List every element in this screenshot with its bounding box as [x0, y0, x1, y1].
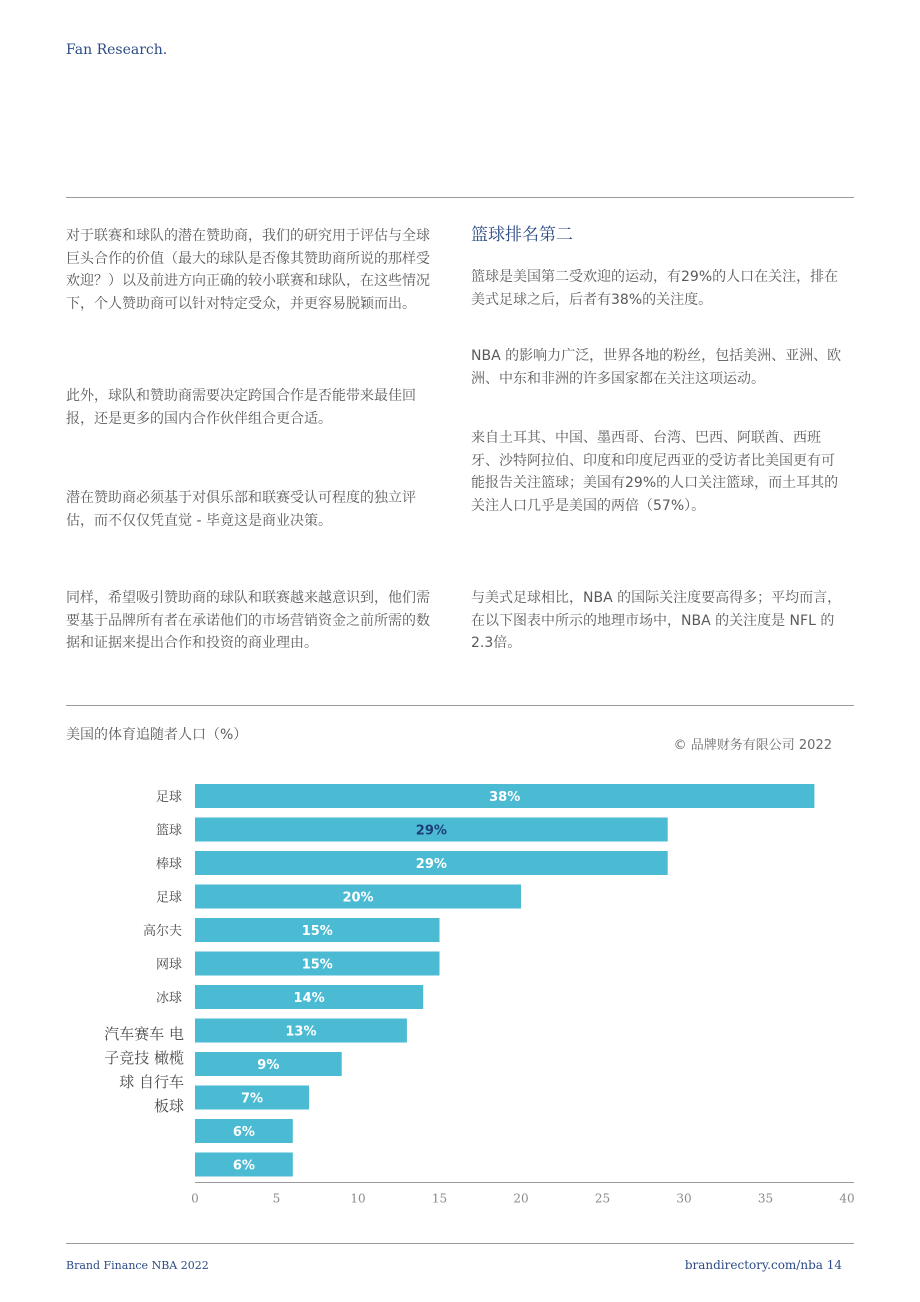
category-label-1: 足球 — [155, 790, 182, 805]
chart-divider — [66, 705, 854, 706]
x-tick-label-5: 20 — [513, 1191, 529, 1206]
bar-value-label-6: 15% — [301, 957, 333, 973]
category-label-5: 高尔夫 — [142, 924, 182, 939]
right-paragraph-2: NBA 的影响力广泛，世界各地的粉丝，包括美洲、亚洲、欧洲、中东和非洲的许多国家都在关注这项运动。 — [471, 348, 842, 387]
left-paragraph-2: 此外，球队和赞助商需要决定跨国合作是否能带来最佳回报，还是更多的国内合作伙伴组合更合适。 — [66, 388, 416, 427]
bar-value-label-5: 15% — [301, 924, 333, 939]
category-label-6: 网球 — [155, 957, 182, 973]
category-label-2: 篮球 — [155, 823, 182, 839]
category-label-3: 棒球 — [155, 857, 182, 872]
bottom-divider — [66, 1243, 854, 1244]
x-tick-label-4: 15 — [431, 1191, 448, 1206]
right-paragraph-1: 篮球是美国第二受欢迎的运动，有29%的人口在关注，排在美式足球之后，后者有38%的关注度。 — [471, 269, 839, 308]
bar-chart — [0, 770, 920, 1210]
page-header-title: Fan Research. — [66, 42, 168, 58]
category-label-4: 足球 — [155, 890, 182, 906]
x-tick-label-9: 40 — [839, 1191, 855, 1206]
x-tick-label-6: 25 — [594, 1191, 611, 1206]
right-paragraph-4: 与美式足球相比，NBA 的国际关注度要高得多；平均而言，在以下图表中所示的地理市场中，NBA 的关注度是 NFL 的2.3倍。 — [471, 590, 842, 651]
bar-value-label-9: 9% — [257, 1058, 280, 1073]
top-divider — [66, 197, 854, 198]
bar-value-label-10: 7% — [241, 1091, 264, 1107]
bar-value-label-2: 29% — [415, 823, 447, 839]
bar-value-label-3: 29% — [415, 857, 447, 872]
extra-category-labels: 汽车赛车 电子竞技 橄榄球 自行车 板球 — [104, 1025, 184, 1115]
category-label-7: 冰球 — [155, 991, 182, 1006]
footer-left-text: Brand Finance NBA 2022 — [66, 1259, 209, 1272]
bar-value-label-1: 38% — [489, 790, 521, 805]
x-tick-label-3: 10 — [350, 1191, 366, 1206]
left-paragraph-4: 同样，希望吸引赞助商的球队和联赛越来越意识到，他们需要基于品牌所有者在承诺他们的市场营销资金之前所需的数据和证据来提出合作和投资的商业理由。 — [66, 590, 430, 651]
x-tick-label-2: 5 — [272, 1191, 281, 1206]
bar-value-label-11: 6% — [232, 1125, 255, 1140]
bar-value-label-4: 20% — [342, 890, 374, 906]
footer-page-link[interactable]: brandirectory.com/nba 14 — [684, 1258, 842, 1272]
left-paragraph-1: 对于联赛和球队的潜在赞助商，我们的研究用于评估与全球巨头合作的价值（最大的球队是否像其赞助商所说的那样受欢迎？）以及前进方向正确的较小联赛和球队，在这些情况下，个人赞助商可以针对特定受众，并更容易脱颖而出。 — [66, 228, 430, 312]
chart-title: 美国的体育追随者人口（%） — [66, 727, 248, 743]
right-paragraph-3: 来自土耳其、中国、墨西哥、台湾、巴西、阿联酋、西班牙、沙特阿拉伯、印度和印度尼西亚的受访者比美国更有可能报告关注篮球；美国有29%的人口关注篮球，而土耳其的关注人口几乎是美国的两倍（57%）。 — [471, 430, 839, 514]
left-paragraph-3: 潜在赞助商必须基于对俱乐部和联赛受认可程度的独立评估，而不仅仅凭直觉 - 毕竟这是商业决策。 — [66, 490, 416, 529]
bar-value-label-12: 6% — [232, 1158, 255, 1174]
x-tick-label-8: 35 — [757, 1191, 774, 1206]
chart-credit: © 品牌财务有限公司 2022 — [673, 738, 832, 753]
section-heading: 篮球排名第二 — [471, 225, 573, 245]
bar-value-label-8: 13% — [285, 1024, 317, 1040]
bar-value-label-7: 14% — [293, 991, 325, 1006]
x-tick-label-1: 0 — [191, 1191, 199, 1206]
x-tick-label-7: 30 — [676, 1191, 692, 1206]
